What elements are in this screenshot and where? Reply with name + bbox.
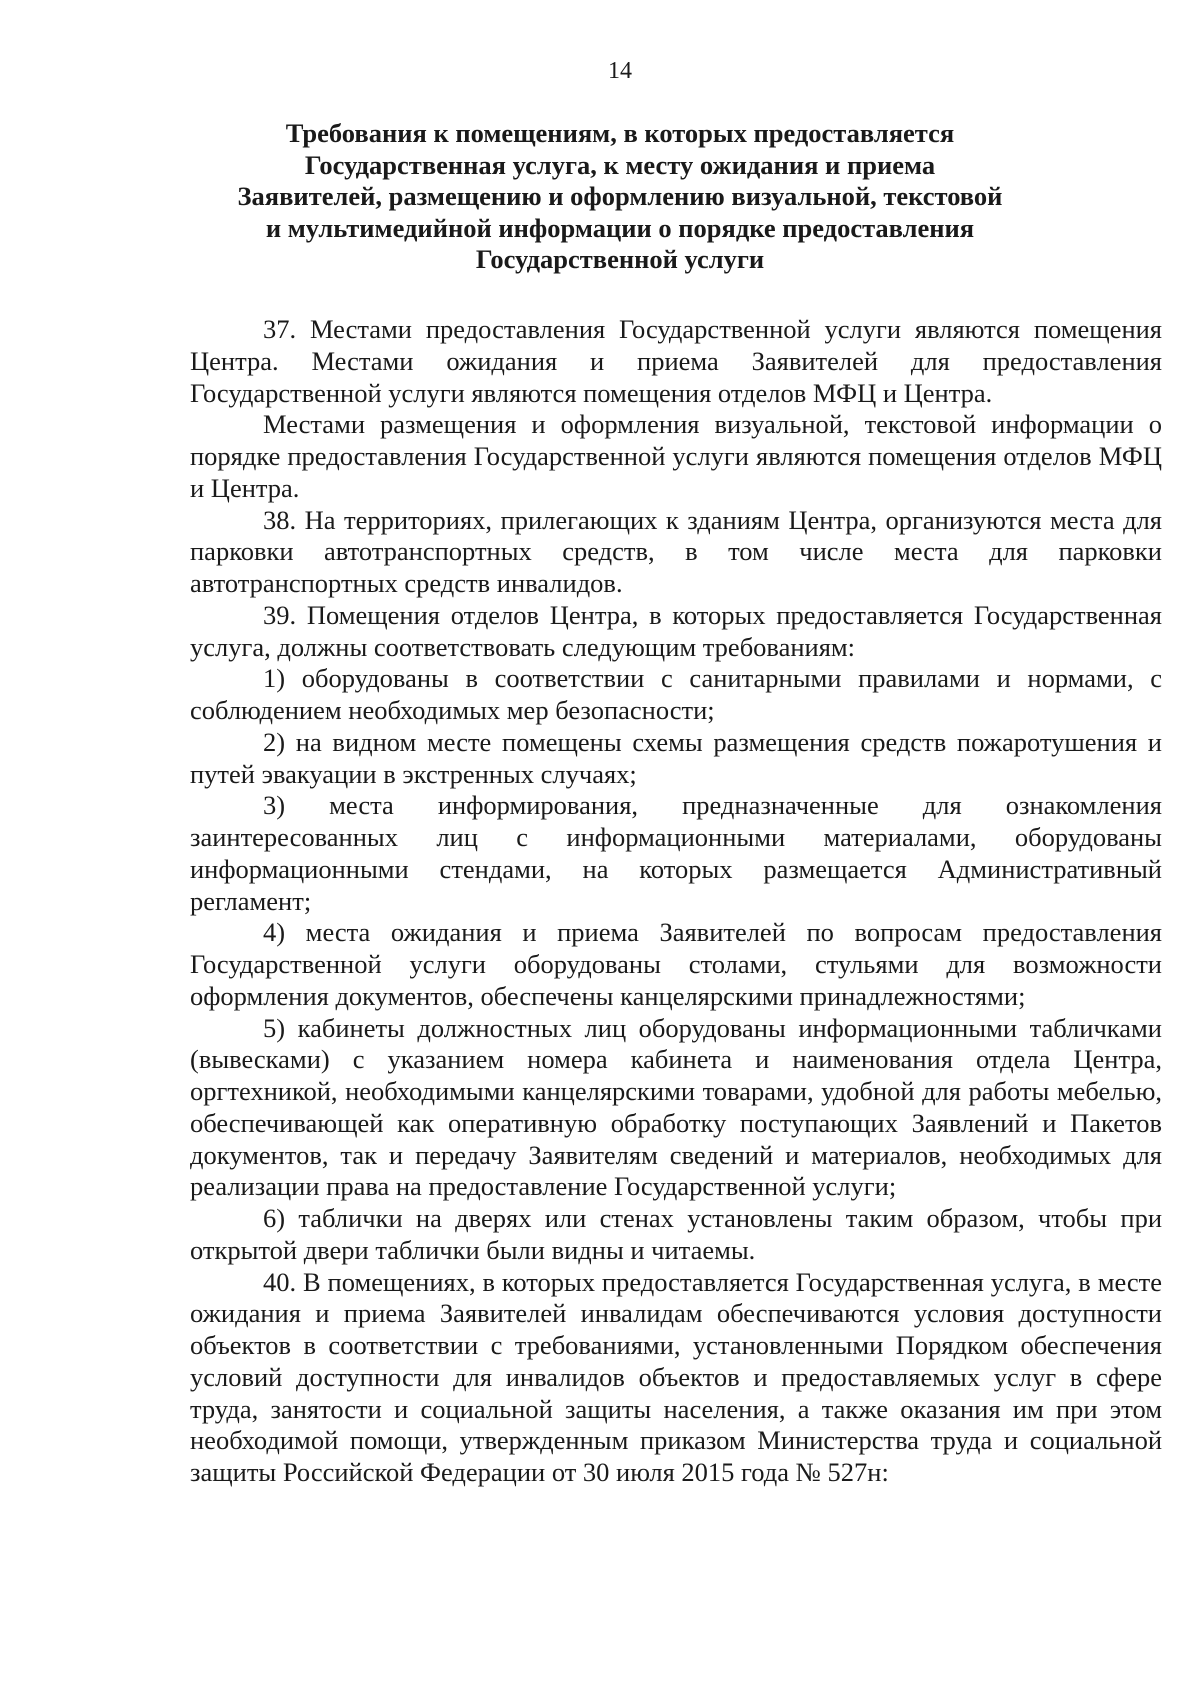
heading-line: Требования к помещениям, в которых предоставляется [285,118,955,148]
requirement-item-4: 4) места ожидания и приема Заявителей по вопросам предоставления Государственной услуги оборудованы столами, стульями для возможности оформления документов, обеспечены канцелярскими принадлежностями; [190,917,1162,1011]
paragraph-37-info-places: Местами размещения и оформления визуальной, текстовой информации о порядке предоставления Государственной услуги являются помещения отделов МФЦ и Центра. [190,409,1162,503]
requirement-item-1: 1) оборудованы в соответствии с санитарными правилами и нормами, с соблюдением необходимых мер безопасности; [190,663,1162,725]
requirement-item-2: 2) на видном месте помещены схемы размещения средств пожаротушения и путей эвакуации в экстренных случаях; [190,726,1162,789]
requirement-item-6: 6) таблички на дверях или стенах установлены таким образом, чтобы при открытой двери таблички были видны и читаемы. [190,1203,1162,1265]
paragraph-37: 37. Местами предоставления Государственной услуги являются помещения Центра. Местами ожидания и приема Заявителей для предоставления Государственной услуги являются помещения отделов МФЦ и Центра. [190,314,1162,408]
heading-line: и мультимедийной информации о порядке предоставления [265,212,975,243]
body-text [190,314,1162,1489]
paragraph-38: 38. На территориях, прилегающих к зданиям Центра, организуются места для парковки автотранспортных средств, в том числе места для парковки автотранспортных средств инвалидов. [190,504,1162,598]
heading-line: Государственной услуги [475,244,765,275]
page-number: 14 [608,58,632,84]
section-heading [230,118,1010,276]
requirement-item-3: 3) места информирования, предназначенные для ознакомления заинтересованных лиц с информационными материалами, оборудованы информационными стендами, на которых размещается Административный регламент; [190,790,1162,916]
heading-line: Заявителей, размещению и оформлению визуальной, текстовой [237,181,1003,212]
requirement-item-5: 5) кабинеты должностных лиц оборудованы информационными табличками (вывесками) с указанием номера кабинета и наименования отдела Центра, оргтехникой, необходимыми канцелярскими товарами, удобной для работы мебелью, обеспечивающей как оперативную обработку поступающих Заявлений и Пакетов документов, так и передачу Заявителям сведений и материалов, необходимых для реализации права на предоставление Государственной услуги; [190,1012,1162,1202]
heading-line: Государственная услуга, к месту ожидания и приема [304,149,936,180]
paragraph-40: 40. В помещениях, в которых предоставляется Государственная услуга, в месте ожидания и приема Заявителей инвалидам обеспечиваются условия доступности объектов в соответствии с требованиями, установленными Порядком обеспечения условий доступности для инвалидов объектов и предоставляемых услуг в сфере труда, занятости и социальной защиты населения, а также оказания им при этом необходимой помощи, утвержденным приказом Министерства труда и социальной защиты Российской Федерации от 30 июля 2015 года № 527н: [190,1266,1162,1487]
paragraph-39: 39. Помещения отделов Центра, в которых предоставляется Государственная услуга, должны соответствовать следующим требованиям: [190,599,1162,662]
